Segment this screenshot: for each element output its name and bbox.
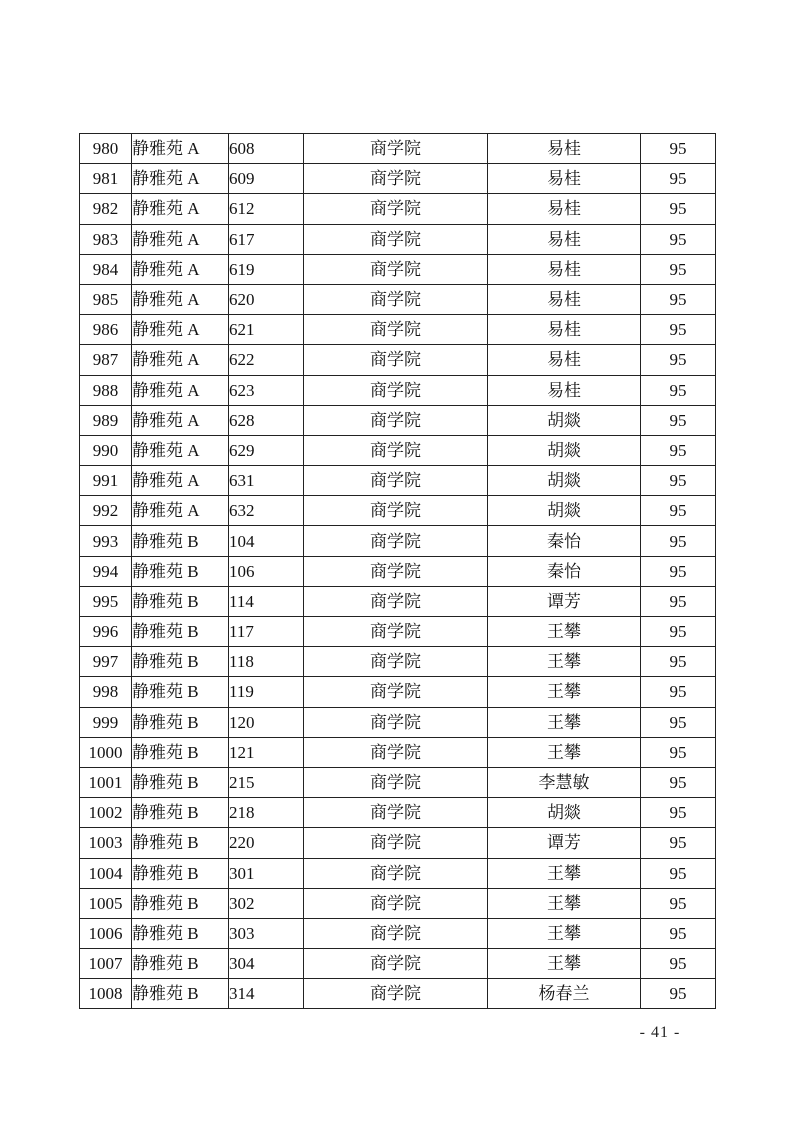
room-cell: 117 <box>229 617 304 647</box>
college-cell: 商学院 <box>304 315 488 345</box>
table-row <box>80 858 716 888</box>
building-cell: 静雅苑 A <box>132 315 229 345</box>
row-number-cell: 1006 <box>80 918 132 948</box>
person-cell: 胡燚 <box>488 798 641 828</box>
row-number-cell: 994 <box>80 556 132 586</box>
building-cell: 静雅苑 A <box>132 224 229 254</box>
room-cell: 215 <box>229 767 304 797</box>
building-cell: 静雅苑 B <box>132 918 229 948</box>
table-row <box>80 677 716 707</box>
room-cell: 628 <box>229 405 304 435</box>
score-cell: 95 <box>641 798 716 828</box>
score-cell: 95 <box>641 284 716 314</box>
college-cell: 商学院 <box>304 858 488 888</box>
building-cell: 静雅苑 B <box>132 677 229 707</box>
score-cell: 95 <box>641 526 716 556</box>
row-number-cell: 998 <box>80 677 132 707</box>
table-row <box>80 405 716 435</box>
college-cell: 商学院 <box>304 617 488 647</box>
score-cell: 95 <box>641 737 716 767</box>
table-row <box>80 526 716 556</box>
table-row <box>80 828 716 858</box>
person-cell: 秦怡 <box>488 526 641 556</box>
college-cell: 商学院 <box>304 677 488 707</box>
person-cell: 李慧敏 <box>488 767 641 797</box>
row-number-cell: 999 <box>80 707 132 737</box>
building-cell: 静雅苑 B <box>132 526 229 556</box>
table-row <box>80 375 716 405</box>
person-cell: 易桂 <box>488 375 641 405</box>
table-row <box>80 949 716 979</box>
row-number-cell: 1004 <box>80 858 132 888</box>
room-cell: 120 <box>229 707 304 737</box>
building-cell: 静雅苑 A <box>132 134 229 164</box>
building-cell: 静雅苑 B <box>132 767 229 797</box>
college-cell: 商学院 <box>304 435 488 465</box>
college-cell: 商学院 <box>304 345 488 375</box>
building-cell: 静雅苑 B <box>132 828 229 858</box>
building-cell: 静雅苑 A <box>132 496 229 526</box>
room-cell: 622 <box>229 345 304 375</box>
room-cell: 632 <box>229 496 304 526</box>
room-cell: 608 <box>229 134 304 164</box>
room-cell: 612 <box>229 194 304 224</box>
room-cell: 620 <box>229 284 304 314</box>
person-cell: 胡燚 <box>488 435 641 465</box>
score-cell: 95 <box>641 315 716 345</box>
person-cell: 谭芳 <box>488 586 641 616</box>
room-cell: 623 <box>229 375 304 405</box>
table-row <box>80 647 716 677</box>
table-row <box>80 888 716 918</box>
score-cell: 95 <box>641 888 716 918</box>
person-cell: 易桂 <box>488 345 641 375</box>
row-number-cell: 1000 <box>80 737 132 767</box>
room-cell: 304 <box>229 949 304 979</box>
table-row <box>80 617 716 647</box>
person-cell: 易桂 <box>488 224 641 254</box>
score-cell: 95 <box>641 767 716 797</box>
room-cell: 301 <box>229 858 304 888</box>
room-cell: 619 <box>229 254 304 284</box>
person-cell: 王攀 <box>488 617 641 647</box>
score-cell: 95 <box>641 677 716 707</box>
table-row <box>80 284 716 314</box>
table-row <box>80 466 716 496</box>
college-cell: 商学院 <box>304 224 488 254</box>
score-cell: 95 <box>641 617 716 647</box>
person-cell: 胡燚 <box>488 405 641 435</box>
table-row <box>80 737 716 767</box>
row-number-cell: 997 <box>80 647 132 677</box>
college-cell: 商学院 <box>304 918 488 948</box>
row-number-cell: 992 <box>80 496 132 526</box>
table-row <box>80 254 716 284</box>
score-cell: 95 <box>641 586 716 616</box>
table-body <box>80 134 716 1009</box>
college-cell: 商学院 <box>304 888 488 918</box>
room-cell: 121 <box>229 737 304 767</box>
score-cell: 95 <box>641 405 716 435</box>
room-cell: 302 <box>229 888 304 918</box>
row-number-cell: 993 <box>80 526 132 556</box>
table-row <box>80 194 716 224</box>
college-cell: 商学院 <box>304 284 488 314</box>
college-cell: 商学院 <box>304 496 488 526</box>
row-number-cell: 990 <box>80 435 132 465</box>
person-cell: 王攀 <box>488 918 641 948</box>
row-number-cell: 1007 <box>80 949 132 979</box>
room-cell: 617 <box>229 224 304 254</box>
table-row <box>80 315 716 345</box>
college-cell: 商学院 <box>304 556 488 586</box>
row-number-cell: 991 <box>80 466 132 496</box>
building-cell: 静雅苑 B <box>132 949 229 979</box>
building-cell: 静雅苑 B <box>132 737 229 767</box>
building-cell: 静雅苑 A <box>132 284 229 314</box>
college-cell: 商学院 <box>304 164 488 194</box>
college-cell: 商学院 <box>304 979 488 1009</box>
college-cell: 商学院 <box>304 194 488 224</box>
building-cell: 静雅苑 A <box>132 254 229 284</box>
college-cell: 商学院 <box>304 707 488 737</box>
table-row <box>80 496 716 526</box>
person-cell: 王攀 <box>488 888 641 918</box>
dormitory-table <box>79 133 716 1009</box>
building-cell: 静雅苑 A <box>132 345 229 375</box>
building-cell: 静雅苑 B <box>132 647 229 677</box>
college-cell: 商学院 <box>304 526 488 556</box>
score-cell: 95 <box>641 496 716 526</box>
table-row <box>80 224 716 254</box>
college-cell: 商学院 <box>304 767 488 797</box>
score-cell: 95 <box>641 224 716 254</box>
college-cell: 商学院 <box>304 466 488 496</box>
row-number-cell: 981 <box>80 164 132 194</box>
college-cell: 商学院 <box>304 949 488 979</box>
row-number-cell: 988 <box>80 375 132 405</box>
building-cell: 静雅苑 A <box>132 375 229 405</box>
college-cell: 商学院 <box>304 586 488 616</box>
person-cell: 王攀 <box>488 647 641 677</box>
person-cell: 胡燚 <box>488 496 641 526</box>
row-number-cell: 985 <box>80 284 132 314</box>
table-row <box>80 918 716 948</box>
college-cell: 商学院 <box>304 405 488 435</box>
room-cell: 220 <box>229 828 304 858</box>
score-cell: 95 <box>641 918 716 948</box>
college-cell: 商学院 <box>304 737 488 767</box>
building-cell: 静雅苑 B <box>132 858 229 888</box>
person-cell: 易桂 <box>488 134 641 164</box>
score-cell: 95 <box>641 707 716 737</box>
college-cell: 商学院 <box>304 647 488 677</box>
row-number-cell: 1005 <box>80 888 132 918</box>
score-cell: 95 <box>641 979 716 1009</box>
page-number: - 41 - <box>639 1024 681 1041</box>
table-row <box>80 345 716 375</box>
score-cell: 95 <box>641 345 716 375</box>
person-cell: 易桂 <box>488 284 641 314</box>
score-cell: 95 <box>641 556 716 586</box>
table-row <box>80 979 716 1009</box>
room-cell: 118 <box>229 647 304 677</box>
table-row <box>80 707 716 737</box>
room-cell: 303 <box>229 918 304 948</box>
row-number-cell: 995 <box>80 586 132 616</box>
person-cell: 王攀 <box>488 949 641 979</box>
person-cell: 王攀 <box>488 707 641 737</box>
room-cell: 609 <box>229 164 304 194</box>
person-cell: 杨春兰 <box>488 979 641 1009</box>
score-cell: 95 <box>641 466 716 496</box>
person-cell: 易桂 <box>488 194 641 224</box>
person-cell: 秦怡 <box>488 556 641 586</box>
row-number-cell: 989 <box>80 405 132 435</box>
building-cell: 静雅苑 A <box>132 405 229 435</box>
person-cell: 王攀 <box>488 677 641 707</box>
score-cell: 95 <box>641 435 716 465</box>
building-cell: 静雅苑 A <box>132 435 229 465</box>
room-cell: 104 <box>229 526 304 556</box>
room-cell: 314 <box>229 979 304 1009</box>
person-cell: 易桂 <box>488 315 641 345</box>
college-cell: 商学院 <box>304 375 488 405</box>
row-number-cell: 996 <box>80 617 132 647</box>
person-cell: 易桂 <box>488 164 641 194</box>
building-cell: 静雅苑 A <box>132 194 229 224</box>
table-row <box>80 767 716 797</box>
row-number-cell: 984 <box>80 254 132 284</box>
table-row <box>80 435 716 465</box>
row-number-cell: 987 <box>80 345 132 375</box>
score-cell: 95 <box>641 828 716 858</box>
college-cell: 商学院 <box>304 254 488 284</box>
college-cell: 商学院 <box>304 828 488 858</box>
score-cell: 95 <box>641 194 716 224</box>
row-number-cell: 1002 <box>80 798 132 828</box>
room-cell: 114 <box>229 586 304 616</box>
row-number-cell: 983 <box>80 224 132 254</box>
row-number-cell: 986 <box>80 315 132 345</box>
person-cell: 易桂 <box>488 254 641 284</box>
person-cell: 王攀 <box>488 858 641 888</box>
table-row <box>80 164 716 194</box>
table-row <box>80 134 716 164</box>
row-number-cell: 982 <box>80 194 132 224</box>
score-cell: 95 <box>641 375 716 405</box>
room-cell: 106 <box>229 556 304 586</box>
score-cell: 95 <box>641 134 716 164</box>
row-number-cell: 980 <box>80 134 132 164</box>
building-cell: 静雅苑 B <box>132 888 229 918</box>
building-cell: 静雅苑 A <box>132 164 229 194</box>
building-cell: 静雅苑 B <box>132 798 229 828</box>
person-cell: 王攀 <box>488 737 641 767</box>
building-cell: 静雅苑 B <box>132 707 229 737</box>
table-row <box>80 586 716 616</box>
score-cell: 95 <box>641 647 716 677</box>
building-cell: 静雅苑 B <box>132 617 229 647</box>
college-cell: 商学院 <box>304 798 488 828</box>
building-cell: 静雅苑 B <box>132 979 229 1009</box>
score-cell: 95 <box>641 949 716 979</box>
building-cell: 静雅苑 B <box>132 586 229 616</box>
table-row <box>80 798 716 828</box>
score-cell: 95 <box>641 858 716 888</box>
room-cell: 629 <box>229 435 304 465</box>
person-cell: 胡燚 <box>488 466 641 496</box>
score-cell: 95 <box>641 254 716 284</box>
row-number-cell: 1001 <box>80 767 132 797</box>
room-cell: 218 <box>229 798 304 828</box>
row-number-cell: 1003 <box>80 828 132 858</box>
row-number-cell: 1008 <box>80 979 132 1009</box>
score-cell: 95 <box>641 164 716 194</box>
building-cell: 静雅苑 B <box>132 556 229 586</box>
table-row <box>80 556 716 586</box>
room-cell: 631 <box>229 466 304 496</box>
person-cell: 谭芳 <box>488 828 641 858</box>
room-cell: 119 <box>229 677 304 707</box>
room-cell: 621 <box>229 315 304 345</box>
building-cell: 静雅苑 A <box>132 466 229 496</box>
college-cell: 商学院 <box>304 134 488 164</box>
